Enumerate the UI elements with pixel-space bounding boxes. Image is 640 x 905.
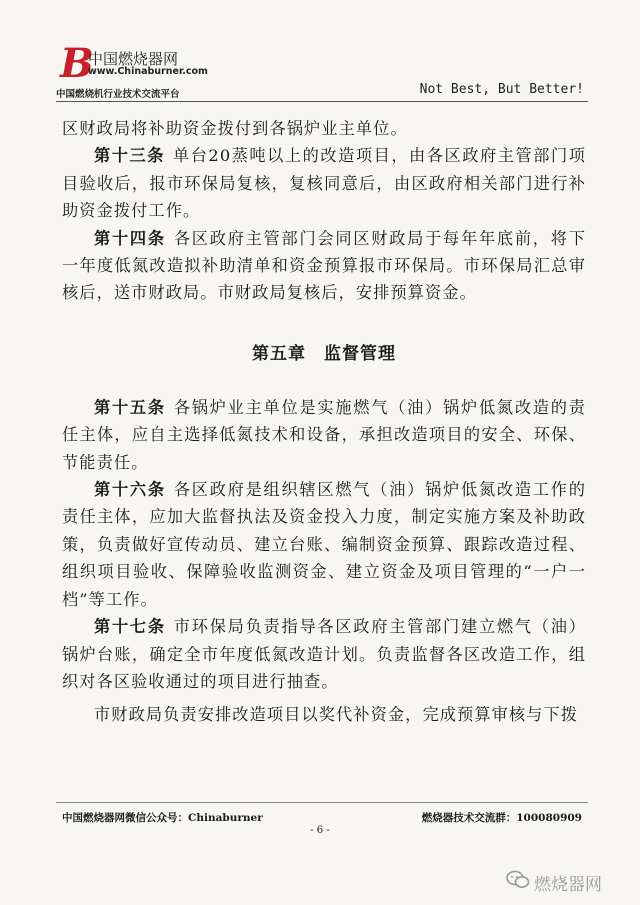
footer-divider <box>56 802 588 803</box>
paragraph: 市财政局负责安排改造项目以奖代补资金，完成预算审核与下拨 <box>94 705 579 725</box>
article-title: 第十三条 <box>94 146 165 166</box>
page-number: - 6 - <box>310 825 330 836</box>
article-17 <box>62 613 586 695</box>
site-url: www.Chinaburner.com <box>88 66 208 77</box>
footer-group: 燃烧器技术交流群：100080909 <box>421 812 582 824</box>
article-text: 单台20蒸吨以上的改造项目，由各区政府主管部门项目验收后，报市环保局复核，复核同意后，由区政府相关部门进行补助资金拨付工作。 <box>62 146 586 221</box>
article-title: 第十五条 <box>94 397 166 417</box>
header-subtitle: 中国燃烧机行业技术交流平台 <box>56 89 180 100</box>
footer-wechat: 中国燃烧器网微信公众号：Chinaburner <box>62 812 263 824</box>
logo-letter: B <box>60 40 94 87</box>
site-logo <box>60 40 230 88</box>
header-divider <box>56 101 588 102</box>
site-name: 中国燃烧器网 <box>88 50 179 68</box>
article-text: 各锅炉业主单位是实施燃气（油）锅炉低氮改造的责任主体，应自主选择低氮技术和设备，承担改造项目的安全、环保、节能责任。 <box>62 397 586 472</box>
page-header <box>48 36 594 100</box>
article-16 <box>62 476 586 613</box>
article-title: 第十六条 <box>94 480 166 500</box>
paragraph: 区财政局将补助资金拨付到各锅炉业主单位。 <box>62 119 408 138</box>
article-15 <box>62 394 586 476</box>
article-text: 各区政府是组织辖区燃气（油）锅炉低氮改造工作的责任主体，应加大监督执法及资金投入力度，制定实施方案及补助政策，负责做好宣传动员、建立台账、编制资金预算、跟踪改造过程、组织项目验收、保障验收监测资金、建立资金及项目管理的“一户一档”等工作。 <box>62 480 586 609</box>
watermark-text: 燃烧器网 <box>534 875 602 895</box>
article-title: 第十四条 <box>94 228 166 248</box>
article-13 <box>62 142 586 224</box>
wechat-icon <box>506 870 530 895</box>
article-text: 市环保局负责指导各区政府主管部门建立燃气（油）锅炉台账，确定全市年度低氮改造计划。负责监督各区改造工作，组织对各区验收通过的项目进行抽查。 <box>62 617 586 691</box>
watermark <box>506 870 602 895</box>
article-text: 各区政府主管部门会同区财政局于每年年底前，将下一年度低氮改造拟补助清单和资金预算报市环保局。市环保局汇总审核后，送市财政局。市财政局复核后，安排预算资金。 <box>62 228 586 303</box>
header-slogan: Not Best, But Better! <box>419 82 584 97</box>
article-title: 第十七条 <box>94 617 166 637</box>
document-body <box>62 115 586 729</box>
article-14 <box>62 225 586 307</box>
chapter-heading: 第五章 监督管理 <box>252 343 396 364</box>
